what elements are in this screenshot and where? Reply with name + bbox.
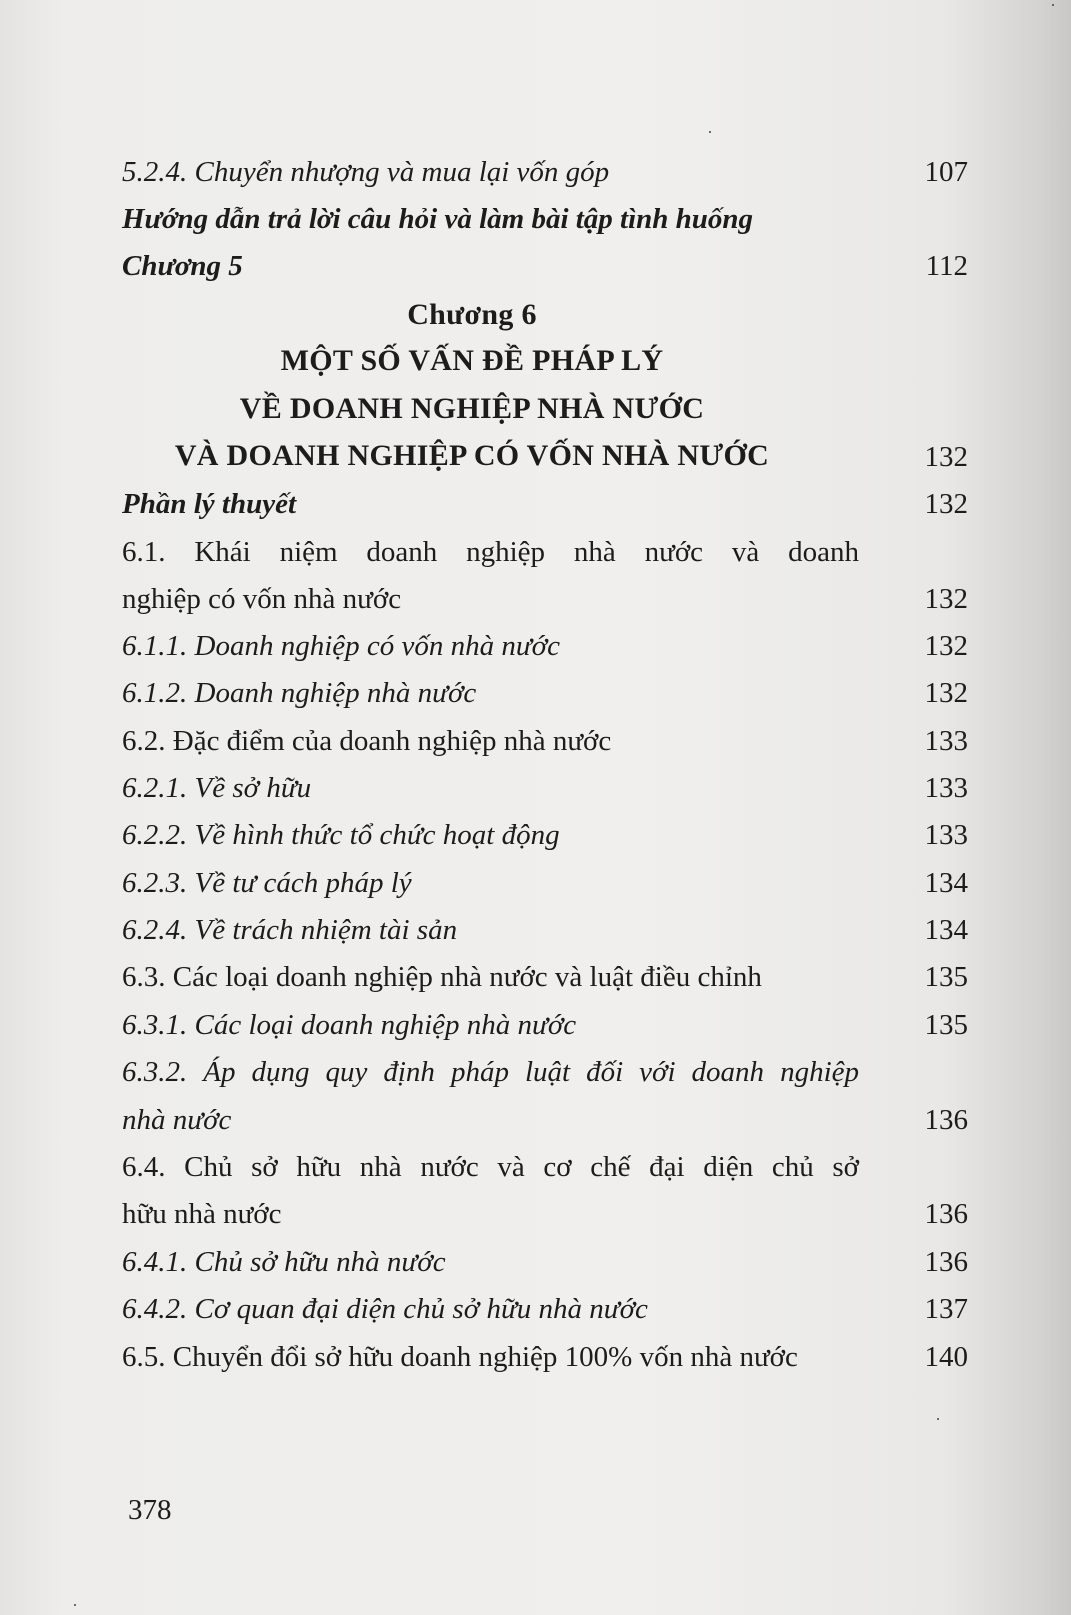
toc-page-number: 134	[924, 914, 968, 946]
toc-page-number: 135	[924, 961, 968, 993]
toc-page-number: 112	[925, 250, 968, 282]
toc-page-number: 133	[924, 772, 968, 804]
toc-page-number: 132	[924, 677, 968, 709]
toc-page-number: 136	[924, 1246, 968, 1278]
toc-entry	[122, 1103, 968, 1137]
scan-speck	[74, 1604, 76, 1606]
toc-page-number: 136	[924, 1104, 968, 1136]
toc-entry-text: 6.4. Chủ sở hữu nhà nước và cơ chế đại diện chủ sở	[122, 1151, 859, 1183]
toc-entry	[122, 1008, 968, 1042]
toc-entry-text: 6.3. Các loại doanh nghiệp nhà nước và luật điều chỉnh	[122, 961, 762, 993]
toc-page-number: 133	[924, 725, 968, 757]
toc-page-number: 107	[924, 156, 968, 188]
toc-page-number: 132	[924, 441, 968, 473]
scan-speck	[1052, 4, 1054, 6]
toc-page-number: 132	[924, 488, 968, 520]
toc-entry	[122, 960, 968, 994]
chapter-title-line: MỘT SỐ VẤN ĐỀ PHÁP LÝ	[280, 344, 664, 377]
toc-entry-text: 6.2.4. Về trách nhiệm tài sản	[122, 914, 458, 946]
toc-entry	[122, 535, 859, 569]
toc-entry	[122, 249, 968, 283]
toc-page-number: 137	[924, 1293, 968, 1325]
toc-page-number: 134	[924, 867, 968, 899]
toc-entry-text: 6.4.2. Cơ quan đại diện chủ sở hữu nhà nước	[122, 1293, 648, 1325]
toc-entry-text: Chương 5	[122, 250, 243, 282]
toc-entry-text: 6.2. Đặc điểm của doanh nghiệp nhà nước	[122, 725, 612, 757]
toc-entry	[122, 1292, 968, 1326]
toc-entry	[122, 629, 968, 663]
toc-entry	[122, 724, 968, 758]
toc-entry-text: 6.3.1. Các loại doanh nghiệp nhà nước	[122, 1009, 577, 1041]
toc-entry	[122, 676, 968, 710]
toc-entry	[122, 582, 968, 616]
toc-entry-text: hữu nhà nước	[122, 1198, 282, 1230]
toc-entry-text: nghiệp có vốn nhà nước	[122, 583, 402, 615]
toc-entry	[122, 866, 968, 900]
toc-entry-text: 6.4.1. Chủ sở hữu nhà nước	[122, 1246, 446, 1278]
toc-entry	[122, 1197, 968, 1231]
toc-entry	[122, 818, 968, 852]
toc-page-number: 133	[924, 819, 968, 851]
toc-entry-text: 6.1.1. Doanh nghiệp có vốn nhà nước	[122, 630, 561, 662]
toc-page-number: 135	[924, 1009, 968, 1041]
page-number: 378	[128, 1494, 172, 1526]
toc-entry-text: 6.5. Chuyển đổi sở hữu doanh nghiệp 100% vốn nhà nước	[122, 1341, 798, 1373]
toc-page-number: 132	[924, 583, 968, 615]
toc-entry	[122, 487, 968, 521]
toc-page-number: 132	[924, 630, 968, 662]
toc-entry-text: Hướng dẫn trả lời câu hỏi và làm bài tập tình huống	[122, 203, 754, 235]
toc-entry-text: 6.2.3. Về tư cách pháp lý	[122, 867, 412, 899]
toc-entry-text: 5.2.4. Chuyển nhượng và mua lại vốn góp	[122, 156, 610, 188]
scan-speck	[937, 1418, 939, 1420]
toc-entry	[122, 1055, 859, 1089]
toc-page-number: 136	[924, 1198, 968, 1230]
toc-entry-text: Phần lý thuyết	[122, 488, 297, 520]
scan-speck	[709, 131, 711, 133]
toc-entry-text: 6.2.1. Về sở hữu	[122, 772, 312, 804]
toc-entry	[122, 771, 968, 805]
toc-entry	[122, 202, 968, 236]
toc-entry	[122, 155, 968, 189]
toc-entry-text: nhà nước	[122, 1104, 232, 1136]
toc-entry	[122, 1245, 968, 1279]
toc-entry	[122, 1340, 968, 1374]
toc-entry-text: 6.2.2. Về hình thức tổ chức hoạt động	[122, 819, 560, 851]
toc-page-number: 140	[924, 1341, 968, 1373]
toc-entry-text: 6.1. Khái niệm doanh nghiệp nhà nước và doanh	[122, 536, 859, 568]
chapter-title-line: VÀ DOANH NGHIỆP CÓ VỐN NHÀ NƯỚC	[174, 439, 770, 472]
chapter-label: Chương 6	[407, 298, 537, 331]
toc-entry-text: 6.3.2. Áp dụng quy định pháp luật đối với doanh nghiệp	[122, 1056, 859, 1088]
toc-entry	[122, 913, 968, 947]
toc-entry	[122, 1150, 859, 1184]
chapter-title-line: VỀ DOANH NGHIỆP NHÀ NƯỚC	[239, 392, 705, 425]
toc-entry-text: 6.1.2. Doanh nghiệp nhà nước	[122, 677, 477, 709]
